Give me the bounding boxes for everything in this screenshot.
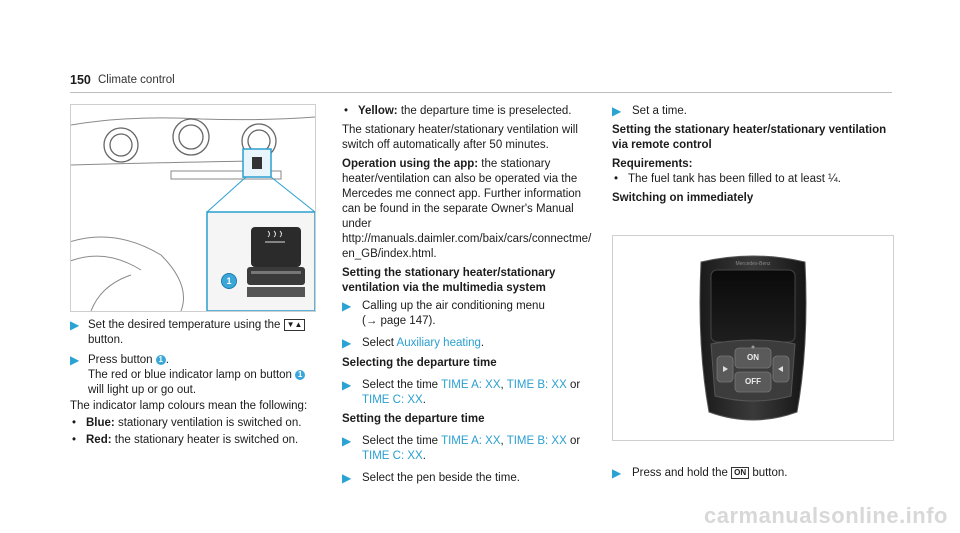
step-select-aux-heating: ▶ Select Auxiliary heating.	[342, 336, 485, 350]
time-a-option: TIME A: XX	[441, 379, 501, 391]
step-select-time-1: ▶ Select the time TIME A: XX, TIME B: XX or TIME C: XX.	[342, 378, 581, 406]
dashboard-figure	[70, 104, 316, 312]
section-title: Climate control	[98, 74, 175, 86]
auto-switch-off-text: The stationary heater/stationary ventilation will switch off automatically after 50 minutes.	[342, 124, 578, 151]
on-button-icon: ON	[731, 467, 749, 479]
callout-1-icon: 1	[156, 355, 166, 365]
time-b-option: TIME B: XX	[506, 435, 567, 447]
column-1	[70, 318, 320, 448]
remote-on-button[interactable]: ON	[747, 353, 759, 362]
bullet-yellow: • Yellow: the departure time is preselected.	[342, 104, 596, 119]
callout-1: 1	[221, 273, 237, 289]
step-select-pen: ▶ Select the pen beside the time.	[342, 471, 520, 485]
indicator-intro: The indicator lamp colours mean the following:	[70, 400, 308, 412]
bullet-blue: • Blue: stationary ventilation is switched on.	[70, 416, 320, 431]
requirement-fuel: • The fuel tank has been filled to at least ¼.	[612, 172, 892, 187]
column-3	[612, 104, 892, 206]
remote-off-button[interactable]: OFF	[745, 377, 761, 386]
step-press-on: ▶ Press and hold the ON button.	[612, 466, 788, 480]
time-c-option: TIME C: XX	[362, 394, 423, 406]
page-number: 150	[70, 73, 91, 87]
callout-1-icon: 1	[295, 370, 305, 380]
step-set-time: ▶ Set a time.	[612, 104, 687, 118]
time-c-option: TIME C: XX	[362, 450, 423, 462]
time-b-option: TIME B: XX	[506, 379, 567, 391]
step-arrow-icon: ▶	[70, 353, 80, 367]
heading-selecting-departure: Selecting the departure time	[342, 357, 497, 369]
heading-remote-control: Setting the stationary heater/stationary ventilation via remote control	[612, 124, 887, 151]
step-call-menu: ▶ Calling up the air conditioning menu (→ page 147).	[342, 299, 545, 327]
heading-multimedia: Setting the stationary heater/stationary ventilation via the multimedia system	[342, 267, 556, 294]
remote-screen	[711, 270, 795, 342]
heading-switch-on: Switching on immediately	[612, 192, 754, 204]
step-select-time-2: ▶ Select the time TIME A: XX, TIME B: XX or TIME C: XX.	[342, 434, 581, 462]
column-2	[342, 104, 596, 486]
step-arrow-icon: ▶	[612, 466, 622, 480]
step-arrow-icon: ▶	[342, 336, 352, 350]
heading-setting-departure: Setting the departure time	[342, 413, 485, 425]
step-arrow-icon: ▶	[342, 299, 352, 313]
remote-figure	[612, 235, 894, 441]
step-arrow-icon: ▶	[342, 378, 352, 392]
time-a-option: TIME A: XX	[441, 435, 501, 447]
step-arrow-icon: ▶	[70, 318, 80, 332]
aux-heating-menu-item: Auxiliary heating	[396, 337, 481, 349]
step-arrow-icon: ▶	[342, 434, 352, 448]
watermark: carmanualsonline.info	[704, 503, 948, 528]
step-press-button: ▶ Press button 1 . The red or blue indicator lamp on button 1 will light up or go out.	[70, 353, 320, 398]
bullet-red: • Red: the stationary heater is switched on.	[70, 433, 320, 448]
step-arrow-icon: ▶	[342, 471, 352, 485]
header-rule	[70, 92, 892, 93]
requirements-label: Requirements:	[612, 158, 693, 170]
temperature-button-icon: ▼▲	[284, 319, 306, 331]
remote-brand-text: Mercedes-Benz	[735, 261, 771, 267]
step-set-temperature: ▶ Set the desired temperature using the ▼▲ button.	[70, 318, 320, 348]
step-arrow-icon: ▶	[612, 104, 622, 118]
app-operation-text: Operation using the app: the stationary heater/ventilation can also be operated via the Mercedes me connect app. Further information can be found in the separate Owner's Manual under http://manuals.daimler.com/baix/cars/connectme/en_GB/index.html.	[342, 158, 592, 260]
